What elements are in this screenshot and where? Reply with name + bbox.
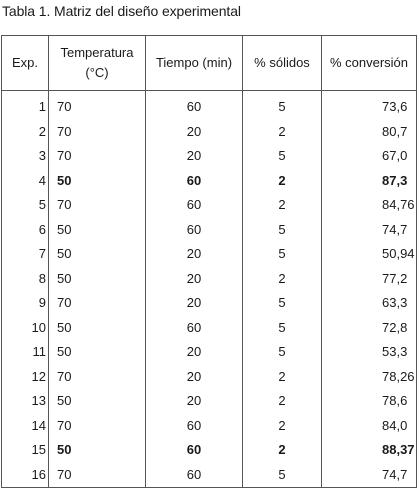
cell-solids: 2 <box>243 389 322 414</box>
table-row <box>2 91 417 120</box>
cell-conversion: 73,6 <box>322 91 417 120</box>
cell-solids: 5 <box>243 463 322 488</box>
table-caption: Tabla 1. Matriz del diseño experimental <box>2 3 241 19</box>
cell-exp: 2 <box>2 120 49 145</box>
table-row <box>2 169 417 194</box>
cell-solids: 2 <box>243 267 322 292</box>
header-temperature-unit: (°C) <box>85 65 109 80</box>
cell-time: 60 <box>146 169 243 194</box>
cell-time: 60 <box>146 438 243 463</box>
cell-conversion: 84,76 <box>322 193 417 218</box>
cell-exp: 7 <box>2 242 49 267</box>
table-row <box>2 463 417 488</box>
cell-temperature: 70 <box>49 414 146 439</box>
table-row <box>2 316 417 341</box>
cell-solids: 2 <box>243 365 322 390</box>
header-solids: % sólidos <box>243 36 322 91</box>
cell-time: 60 <box>146 463 243 488</box>
cell-temperature: 70 <box>49 365 146 390</box>
cell-temperature: 50 <box>49 389 146 414</box>
cell-temperature: 50 <box>49 438 146 463</box>
cell-time: 20 <box>146 144 243 169</box>
cell-solids: 5 <box>243 242 322 267</box>
table-row <box>2 144 417 169</box>
cell-time: 20 <box>146 291 243 316</box>
cell-solids: 2 <box>243 120 322 145</box>
cell-temperature: 50 <box>49 242 146 267</box>
cell-conversion: 88,37 <box>322 438 417 463</box>
cell-solids: 2 <box>243 414 322 439</box>
cell-time: 60 <box>146 316 243 341</box>
cell-conversion: 72,8 <box>322 316 417 341</box>
cell-temperature: 70 <box>49 91 146 120</box>
table-body <box>2 91 417 488</box>
cell-exp: 1 <box>2 91 49 120</box>
experimental-design-table <box>1 35 417 488</box>
cell-conversion: 53,3 <box>322 340 417 365</box>
cell-conversion: 87,3 <box>322 169 417 194</box>
table-row <box>2 340 417 365</box>
cell-solids: 5 <box>243 218 322 243</box>
table-row <box>2 414 417 439</box>
cell-solids: 2 <box>243 193 322 218</box>
cell-temperature: 70 <box>49 193 146 218</box>
cell-exp: 15 <box>2 438 49 463</box>
cell-exp: 13 <box>2 389 49 414</box>
header-conversion: % conversión <box>322 36 417 91</box>
header-time: Tiempo (min) <box>146 36 243 91</box>
cell-temperature: 50 <box>49 316 146 341</box>
cell-exp: 14 <box>2 414 49 439</box>
header-exp: Exp. <box>2 36 49 91</box>
cell-solids: 5 <box>243 144 322 169</box>
cell-conversion: 78,26 <box>322 365 417 390</box>
cell-conversion: 84,0 <box>322 414 417 439</box>
cell-conversion: 50,94 <box>322 242 417 267</box>
header-temperature <box>49 36 146 91</box>
cell-temperature: 50 <box>49 340 146 365</box>
cell-conversion: 67,0 <box>322 144 417 169</box>
cell-temperature: 70 <box>49 463 146 488</box>
table-row <box>2 267 417 292</box>
cell-time: 20 <box>146 340 243 365</box>
cell-conversion: 63,3 <box>322 291 417 316</box>
cell-time: 20 <box>146 365 243 390</box>
cell-time: 20 <box>146 242 243 267</box>
cell-time: 20 <box>146 267 243 292</box>
cell-exp: 12 <box>2 365 49 390</box>
cell-temperature: 50 <box>49 169 146 194</box>
header-temperature-line1: Temperatura <box>60 45 134 60</box>
cell-time: 20 <box>146 120 243 145</box>
cell-temperature: 50 <box>49 218 146 243</box>
cell-conversion: 74,7 <box>322 463 417 488</box>
cell-solids: 2 <box>243 438 322 463</box>
cell-exp: 6 <box>2 218 49 243</box>
table-row <box>2 291 417 316</box>
cell-temperature: 70 <box>49 144 146 169</box>
cell-exp: 8 <box>2 267 49 292</box>
cell-conversion: 80,7 <box>322 120 417 145</box>
cell-time: 20 <box>146 389 243 414</box>
cell-temperature: 70 <box>49 120 146 145</box>
cell-solids: 5 <box>243 91 322 120</box>
cell-time: 60 <box>146 414 243 439</box>
cell-exp: 9 <box>2 291 49 316</box>
table-row <box>2 193 417 218</box>
cell-conversion: 77,2 <box>322 267 417 292</box>
cell-time: 60 <box>146 218 243 243</box>
table-row <box>2 438 417 463</box>
table-row <box>2 389 417 414</box>
cell-exp: 11 <box>2 340 49 365</box>
table-header-row <box>2 36 417 91</box>
cell-exp: 10 <box>2 316 49 341</box>
cell-exp: 4 <box>2 169 49 194</box>
table-row <box>2 242 417 267</box>
cell-temperature: 50 <box>49 267 146 292</box>
cell-time: 60 <box>146 91 243 120</box>
cell-conversion: 74,7 <box>322 218 417 243</box>
cell-exp: 5 <box>2 193 49 218</box>
table-row <box>2 365 417 390</box>
cell-conversion: 78,6 <box>322 389 417 414</box>
table-row <box>2 218 417 243</box>
cell-temperature: 70 <box>49 291 146 316</box>
cell-exp: 3 <box>2 144 49 169</box>
cell-solids: 5 <box>243 340 322 365</box>
table-row <box>2 120 417 145</box>
cell-solids: 5 <box>243 291 322 316</box>
cell-solids: 5 <box>243 316 322 341</box>
cell-exp: 16 <box>2 463 49 488</box>
cell-solids: 2 <box>243 169 322 194</box>
cell-time: 60 <box>146 193 243 218</box>
